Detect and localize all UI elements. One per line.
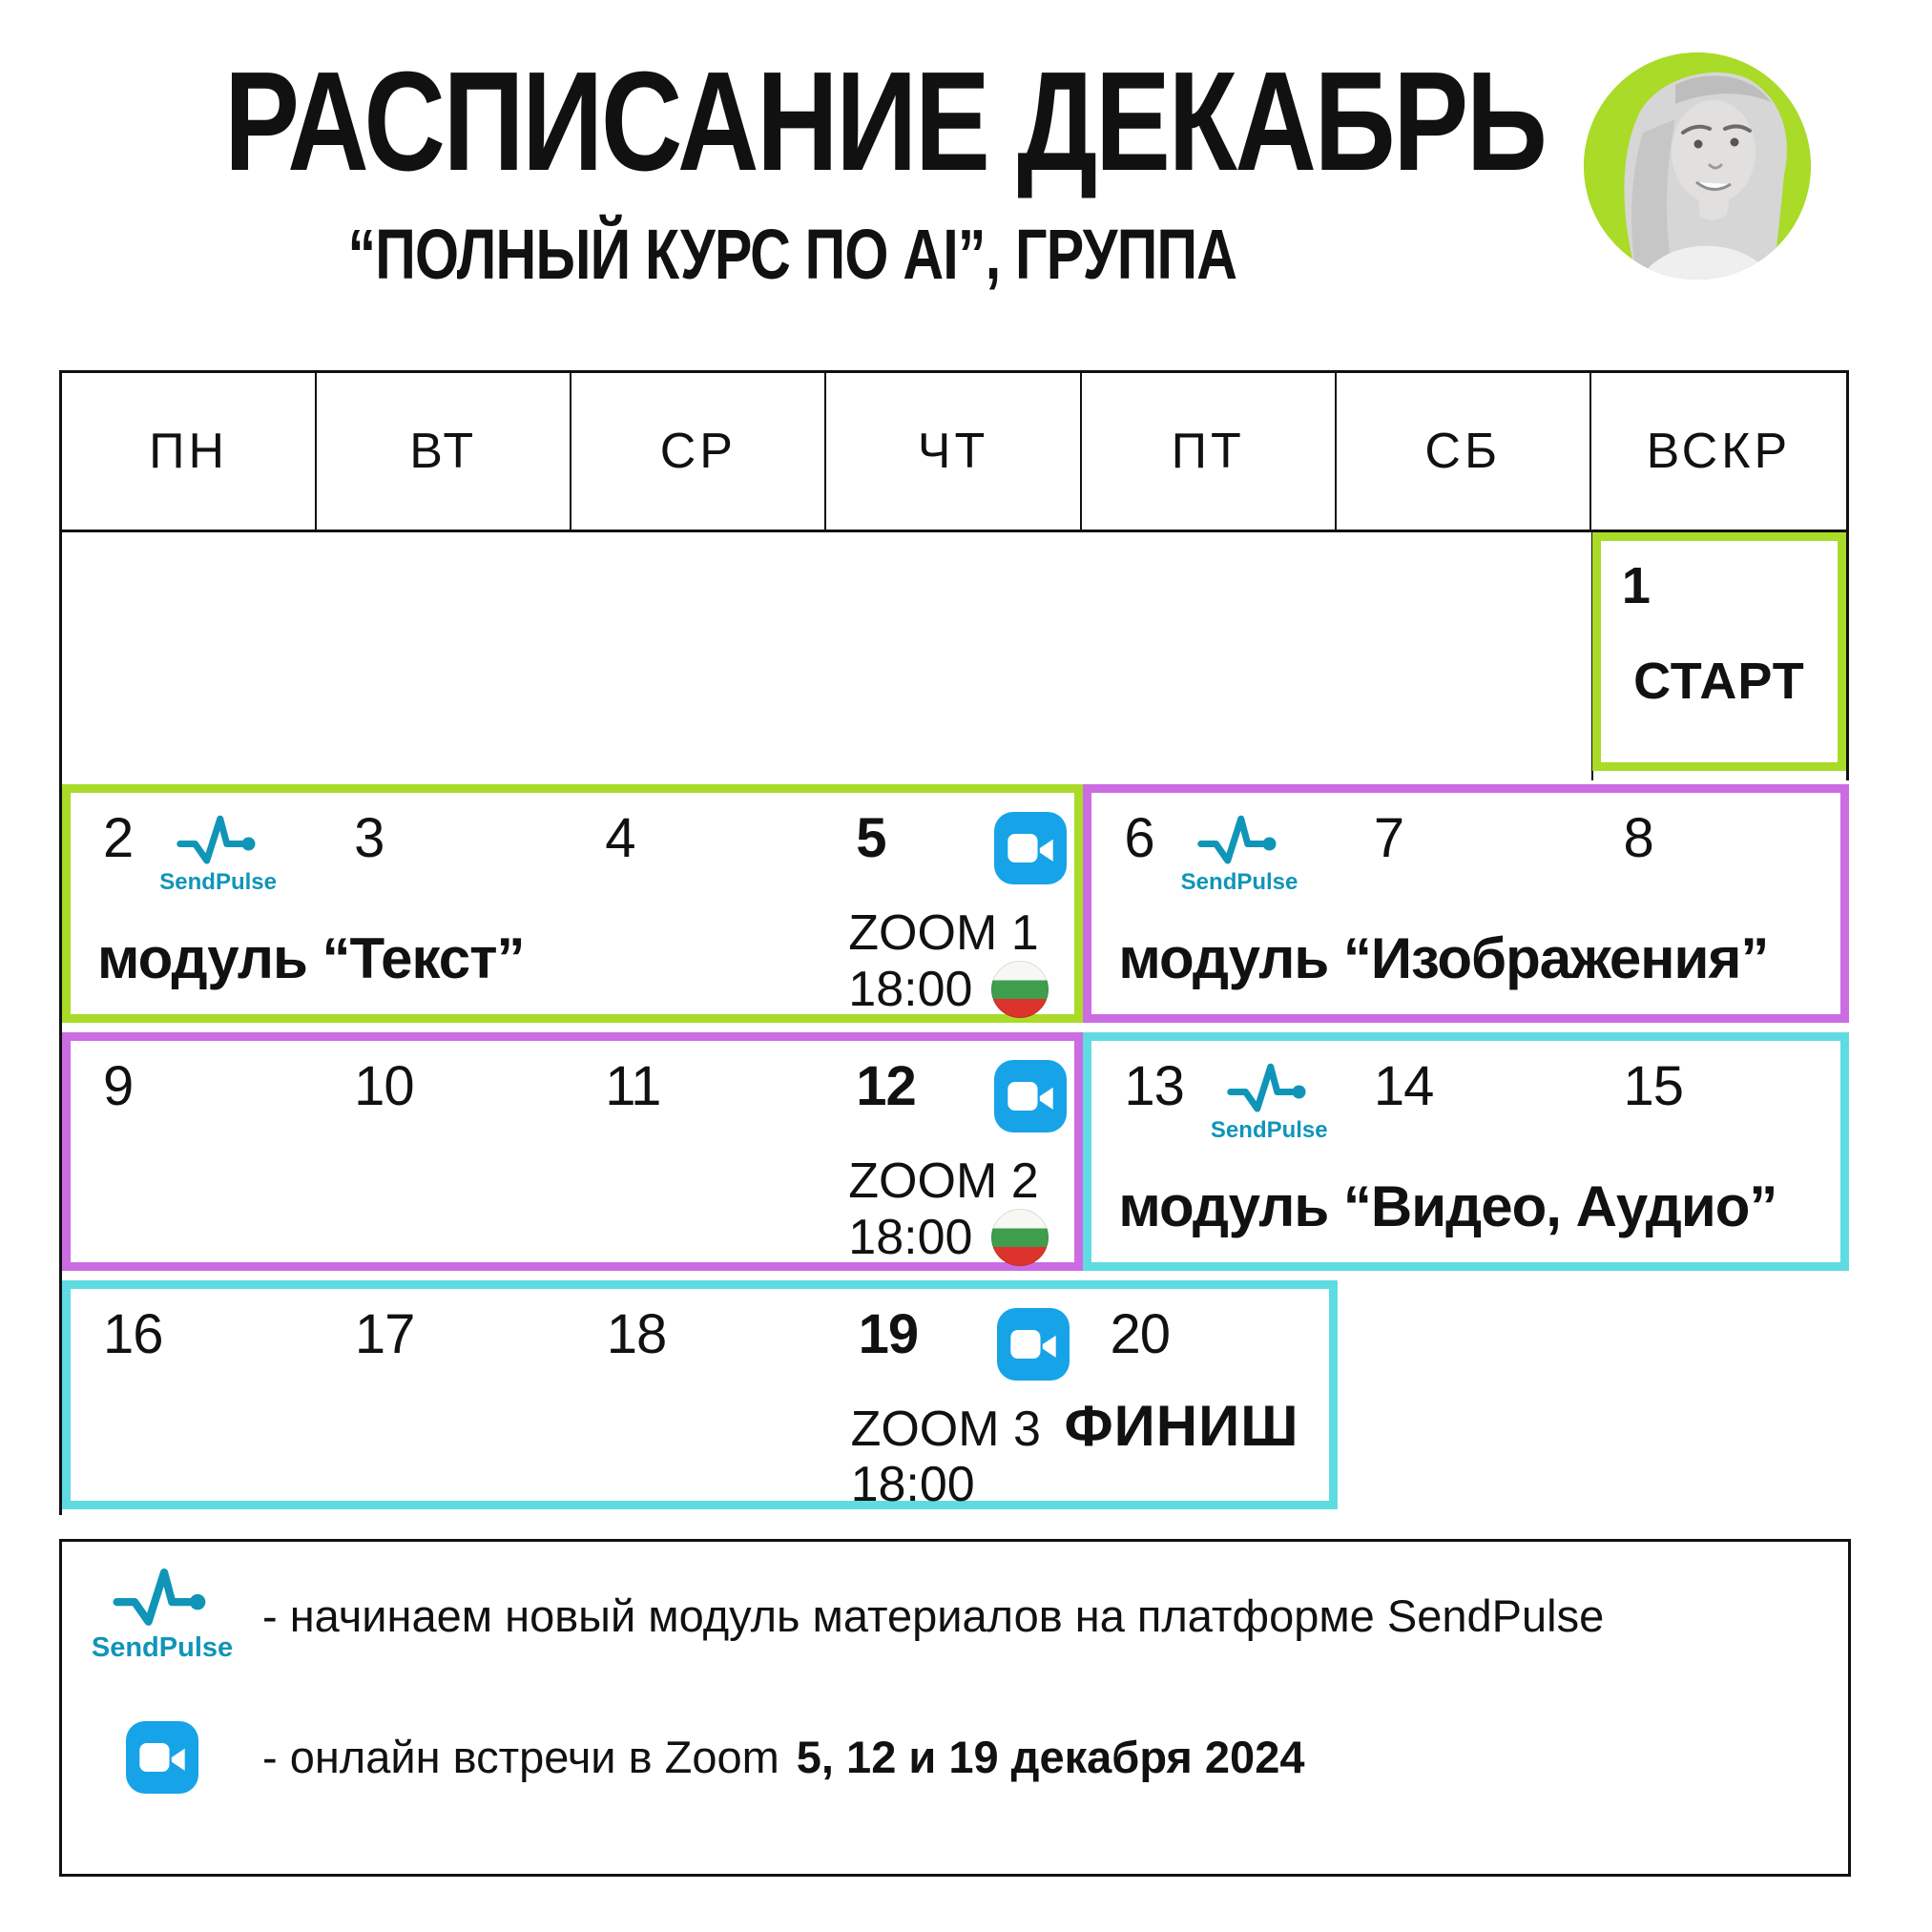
legend-zoom-row xyxy=(62,1719,1810,1794)
module-images-box xyxy=(1083,784,1849,1023)
day-number-8: 8 xyxy=(1623,807,1653,869)
day-number-12: 12 xyxy=(856,1055,916,1117)
zoom1-time: 18:00 xyxy=(848,962,973,1018)
video-camera-glyph xyxy=(137,1736,187,1778)
day-number-13: 13 xyxy=(1124,1055,1184,1117)
day-number-15: 15 xyxy=(1623,1055,1683,1117)
day-cell-16 xyxy=(71,1303,322,1394)
day-numbers-row xyxy=(71,1289,1329,1394)
week-row-3 xyxy=(59,1028,1849,1277)
final-week-box xyxy=(62,1280,1338,1513)
bulgaria-flag-icon xyxy=(991,1209,1049,1266)
day-numbers-row xyxy=(1091,793,1840,898)
day-cell-10 xyxy=(322,1055,572,1146)
day-cell-20 xyxy=(1077,1303,1329,1394)
legend-zoom-text-regular: - онлайн встречи в Zoom xyxy=(262,1731,779,1782)
zoom2-time: 18:00 xyxy=(848,1210,973,1266)
day-number-3: 3 xyxy=(354,807,384,869)
sendpulse-wordmark: SendPulse xyxy=(159,869,277,895)
pulse-line-icon xyxy=(109,1567,216,1630)
zoom2-info xyxy=(848,1153,1049,1266)
start-label: СТАРТ xyxy=(1633,653,1805,710)
day-number-11: 11 xyxy=(605,1055,661,1117)
video-camera-glyph xyxy=(1008,1323,1058,1365)
bulgaria-flag-icon xyxy=(991,961,1049,1018)
zoom-camera-icon xyxy=(997,1308,1070,1381)
day-cell-3 xyxy=(322,807,572,898)
week-row-1 xyxy=(59,532,1849,780)
day-numbers-row xyxy=(71,1041,1074,1146)
day-cell-7 xyxy=(1341,807,1591,898)
module-video-audio-box xyxy=(1083,1032,1849,1271)
day-number-7: 7 xyxy=(1373,807,1404,869)
day-cell-4 xyxy=(572,807,823,898)
day-cell-19 xyxy=(826,1303,1078,1394)
day-numbers-row xyxy=(71,793,1074,898)
module-text-label: модуль “Текст” xyxy=(97,926,525,990)
day-number-14: 14 xyxy=(1373,1055,1434,1117)
day-cell-6 xyxy=(1091,807,1341,898)
day-cell-11 xyxy=(572,1055,823,1146)
legend-zoom-dates: 5, 12 и 19 декабря 2024 xyxy=(796,1731,1305,1782)
weekday-fri: ПТ xyxy=(1082,373,1337,530)
sendpulse-wordmark: SendPulse xyxy=(1180,869,1298,895)
weekday-sun: ВСКР xyxy=(1646,424,1792,479)
week-row-4 xyxy=(59,1277,1849,1515)
day-number-10: 10 xyxy=(354,1055,414,1117)
day-number-20: 20 xyxy=(1110,1303,1170,1365)
day-number-18: 18 xyxy=(606,1303,667,1365)
day-number-1: 1 xyxy=(1621,557,1651,614)
day-cell-15 xyxy=(1590,1055,1840,1146)
legend-box xyxy=(59,1539,1851,1877)
page-title: РАСПИСАНИЕ ДЕКАБРЬ xyxy=(224,43,1546,200)
day-cell-18 xyxy=(574,1303,826,1394)
zoom1-info xyxy=(848,905,1049,1018)
sendpulse-icon xyxy=(159,814,277,896)
zoom1-label: ZOOM 1 xyxy=(848,905,1039,961)
video-camera-glyph xyxy=(1006,827,1055,869)
sendpulse-icon xyxy=(92,1567,233,1664)
weekday-wed: СР xyxy=(571,373,826,530)
module-images-week-box xyxy=(62,1032,1083,1271)
weekday-header-row xyxy=(59,370,1849,532)
weekday-mon: ПН xyxy=(62,373,317,530)
calendar xyxy=(59,370,1849,1515)
day-number-5: 5 xyxy=(856,807,886,869)
day-1-start-cell xyxy=(1592,532,1846,771)
pulse-line-icon xyxy=(1225,1062,1313,1115)
module-images-label: модуль “Изображения” xyxy=(1118,926,1769,990)
zoom-camera-icon xyxy=(994,1060,1067,1132)
legend-sendpulse-row xyxy=(62,1567,1810,1664)
day-number-19: 19 xyxy=(858,1303,919,1365)
sendpulse-icon xyxy=(1181,814,1298,896)
woman-portrait-illustration xyxy=(1584,52,1811,280)
weekday-thu: ЧТ xyxy=(826,373,1081,530)
day-cell-2 xyxy=(71,807,322,898)
sendpulse-wordmark: SendPulse xyxy=(1210,1117,1328,1143)
day-numbers-row xyxy=(1091,1041,1840,1146)
pulse-line-icon xyxy=(1195,814,1283,867)
day-cell-5 xyxy=(823,807,1074,898)
day-cell-12 xyxy=(823,1055,1074,1146)
zoom3-label: ZOOM 3 xyxy=(850,1402,1041,1457)
sendpulse-icon xyxy=(1211,1062,1328,1144)
module-video-audio-label: модуль “Видео, Аудио” xyxy=(1118,1174,1777,1238)
zoom3-time: 18:00 xyxy=(850,1457,975,1513)
zoom2-label: ZOOM 2 xyxy=(848,1153,1039,1209)
day-cell-17 xyxy=(322,1303,574,1394)
page-subtitle: “ПОЛНЫЙ КУРС ПО AI”, ГРУППА xyxy=(347,215,1236,294)
day-cell-14 xyxy=(1341,1055,1591,1146)
legend-sendpulse-text: - начинаем новый модуль материалов на платформе SendPulse xyxy=(262,1589,1605,1641)
day-number-6: 6 xyxy=(1124,807,1154,869)
day-number-16: 16 xyxy=(103,1303,163,1365)
video-camera-glyph xyxy=(1006,1075,1055,1117)
day-cell-8 xyxy=(1590,807,1840,898)
week-row-2 xyxy=(59,780,1849,1028)
day-cell-9 xyxy=(71,1055,322,1146)
day-number-9: 9 xyxy=(103,1055,134,1117)
legend-zoom-text xyxy=(262,1731,1304,1783)
finish-label: ФИНИШ xyxy=(1064,1394,1299,1458)
module-text-box xyxy=(62,784,1083,1023)
zoom3-info xyxy=(851,1402,1041,1512)
weekday-sat: СБ xyxy=(1337,373,1591,530)
pulse-line-icon xyxy=(175,814,262,867)
zoom-camera-icon xyxy=(994,812,1067,884)
zoom-camera-icon xyxy=(126,1721,198,1794)
avatar xyxy=(1584,52,1811,280)
day-cell-13 xyxy=(1091,1055,1341,1146)
day-number-4: 4 xyxy=(605,807,635,869)
sendpulse-wordmark: SendPulse xyxy=(91,1632,234,1663)
day-number-17: 17 xyxy=(354,1303,415,1365)
day-number-2: 2 xyxy=(103,807,134,869)
weekday-tue: ВТ xyxy=(317,373,571,530)
